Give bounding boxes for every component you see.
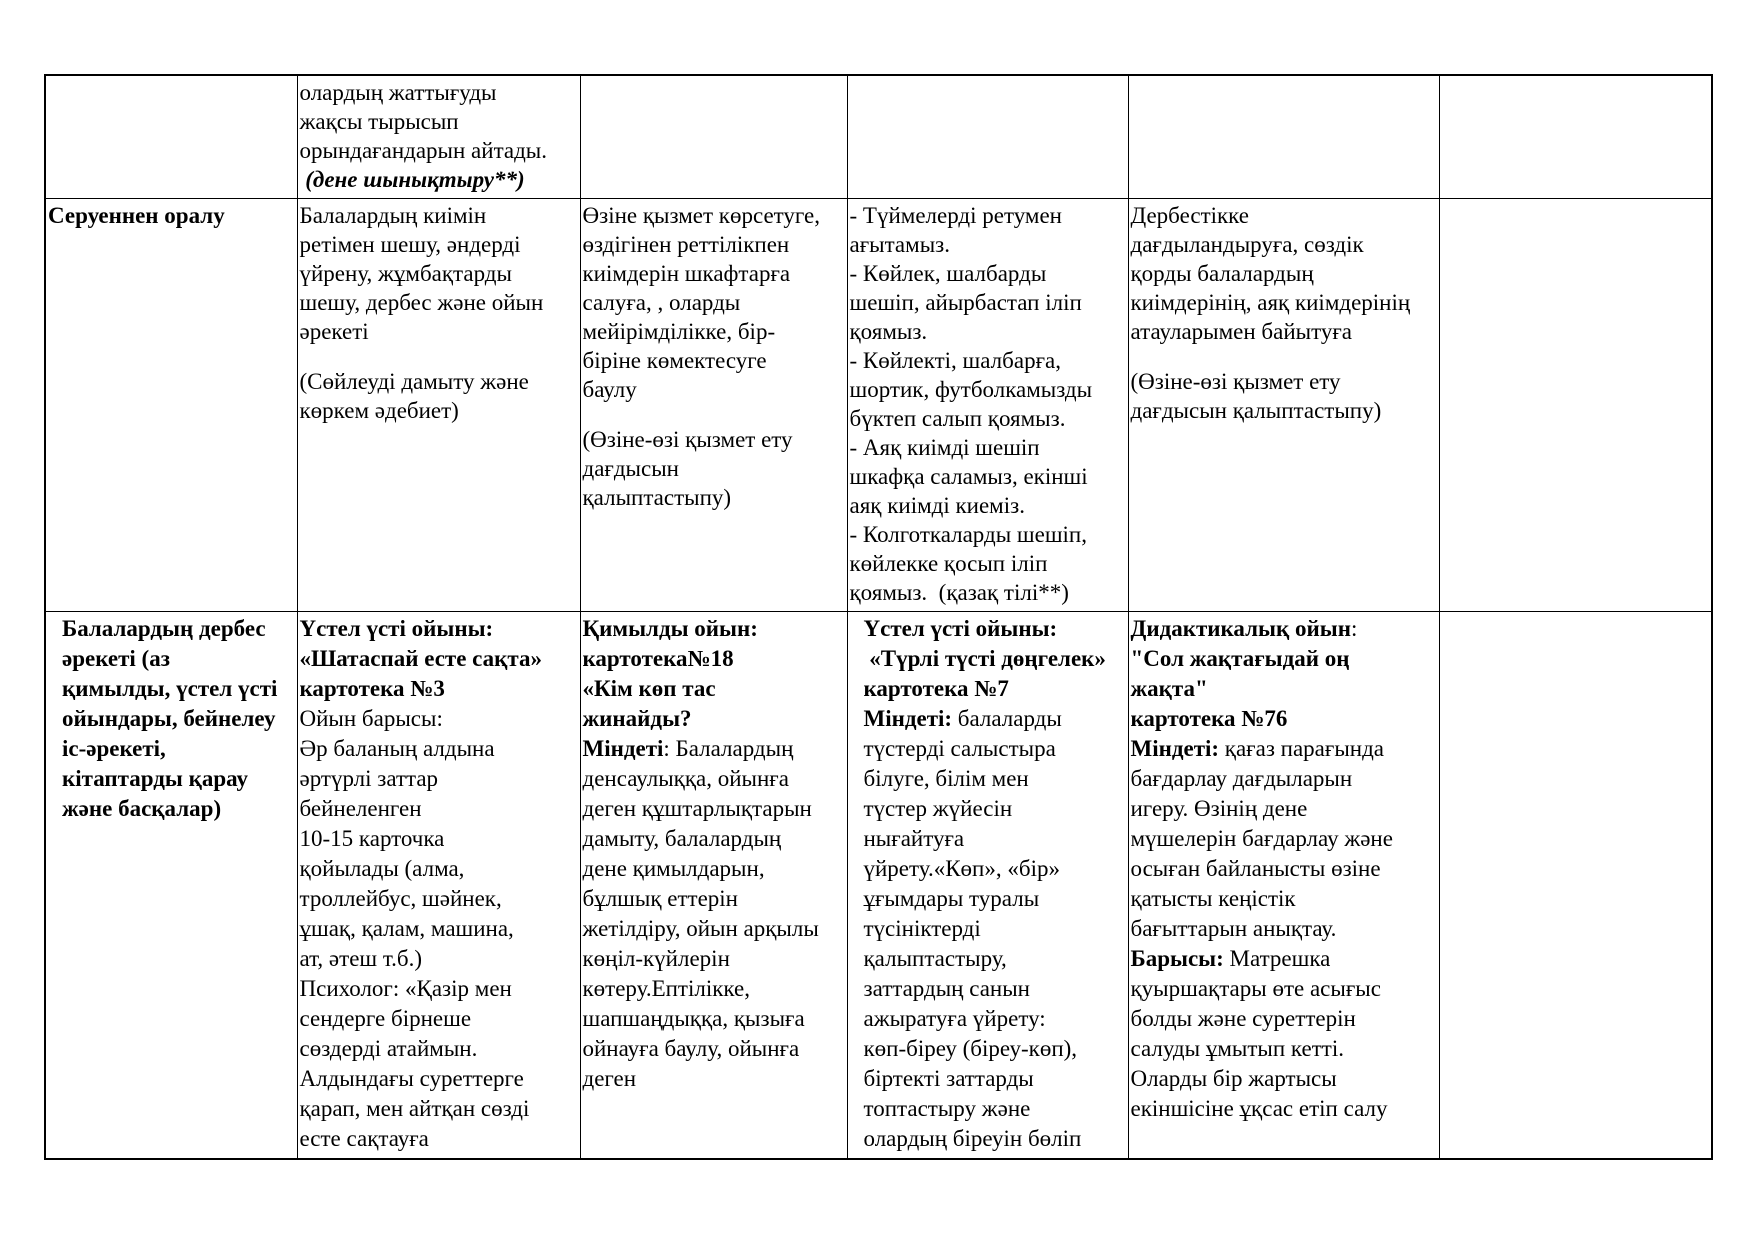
text-line: Алдындағы суреттерге [299,1066,524,1091]
text-line: заттардың санын [863,976,1030,1001]
text-line: сендерге бірнеше [299,1006,472,1031]
text-line: мүшелерін бағдарлау және [1130,826,1393,851]
course-text: Матрешка [1223,946,1331,971]
cell-col5 [1439,199,1712,612]
text-line: киімдерінің, аяқ киімдерінің [1130,290,1411,315]
text-line: қоямыз. [849,319,928,344]
game-title: жақта" [1130,676,1208,701]
text-line: үйрену, жұмбақтарды [299,261,512,286]
table-row [45,612,1712,1160]
table-row [45,199,1712,612]
text-line: көңіл-күйлерін [582,946,730,971]
task-line [864,704,1126,734]
text-line: шортик, футболкамызды [849,377,1093,402]
text-line: ойнауға баулу, ойынға [582,1036,800,1061]
task-line [1131,734,1437,764]
text-line: - Түймелерді ретумен [849,203,1062,228]
game-title: Үстел үсті ойыны: [863,616,1058,641]
row-label: Серуеннен оралу [48,203,225,228]
text-line: көйлекке қосып іліп [849,551,1048,576]
text-line: болды және суреттерін [1130,1006,1356,1031]
cell-col4 [1128,612,1439,1160]
text-line: мейірімділікке, бір- [582,319,776,344]
cell-col5 [1439,75,1712,199]
task-label: Міндеті [582,736,664,761]
text-line: шешу, дербес және ойын [299,290,544,315]
row-label: қимылды, үстел үсті [62,676,278,701]
game-line [1131,614,1437,644]
card-number: картотека №7 [863,676,1009,701]
subject-note: (Сөйлеуді дамыту және [299,369,529,394]
text-line: шапшаңдыққа, қызыға [582,1006,805,1031]
text-line: - Колготкаларды шешіп, [849,522,1087,547]
text-line: түстер жүйесін [863,796,1013,821]
text-line: салуға, , оларды [582,290,741,315]
text-line: бұлшық еттерін [582,886,738,911]
text-line: қойылады (алма, [299,856,465,881]
table-row [45,75,1712,199]
text-line: - Көйлек, шалбарды [849,261,1047,286]
plan-table [44,74,1713,1160]
cell-col2 [580,199,847,612]
game-title: «Кім көп тас [582,676,716,701]
text-line: жетілдіру, ойын арқылы [582,916,819,941]
game-title: Дидактикалық ойын [1130,616,1351,641]
text-line: деген [582,1066,637,1091]
text-line: 10-15 карточка [299,826,445,851]
text-line: бағдарлау дағдыларын [1130,766,1353,791]
task-text: : Балалардың [663,736,794,761]
text-line: бағыттарын анықтау. [1130,916,1337,941]
text-line: қорды балалардың [1130,261,1314,286]
text-line: біріне көмектесуге [582,348,767,373]
cell-col3 [847,75,1128,199]
text-line: қоямыз. (қазақ тілі**) [849,580,1069,605]
text-line: қалыптастыру, [863,946,1007,971]
row-label-cell [45,199,297,612]
cell-col1 [297,612,580,1160]
text-line: қуыршақтары өте асығыс [1130,976,1381,1001]
text-line: Дербестікке [1130,203,1249,228]
text-line: Әр баланың алдына [299,736,495,761]
game-title: Үстел үсті ойыны: [299,616,494,641]
subject-note: (Өзіне-өзі қызмет ету [1130,369,1341,394]
subject-note: дағдысын қалыптастыпу) [1130,398,1382,423]
text-line: шкафқа саламыз, екінші [849,464,1088,489]
card-number: картотека №3 [299,676,445,701]
text-line: Психолог: «Қазір мен [299,976,512,1001]
text-line: олардың жаттығуды [299,80,497,105]
text-line: салуды ұмытып кетті. [1130,1036,1344,1061]
text-line: ұғымдары туралы [863,886,1040,911]
text-line: көтеру.Ептілікке, [582,976,750,1001]
text-line: жақсы тырысып [299,109,459,134]
text-line: баулу [582,377,637,402]
row-label: және басқалар) [62,796,222,821]
subject-note: (Өзіне-өзі қызмет ету [582,427,793,452]
text-line: әрекеті [299,319,369,344]
text-line: игеру. Өзінің дене [1130,796,1308,821]
game-title: жинайды? [582,706,692,731]
text-line: - Аяқ киімді шешіп [849,435,1040,460]
cell-col3 [847,199,1128,612]
course-label: Барысы: [1130,946,1224,971]
row-label: Балалардың дербес [62,616,266,641]
text-line: дамыту, балалардың [582,826,782,851]
text-line: дене қимылдарын, [582,856,765,881]
text-line: есте сақтауға [299,1126,429,1151]
text-line: киімдерін шкафтарға [582,261,791,286]
text-line: шешіп, айырбастап іліп [849,290,1082,315]
text-line: деген құштарлықтарын [582,796,812,821]
row-label: ойындары, бейнелеу [62,706,276,731]
text-line: аяқ киімді киеміз. [849,493,1025,518]
text-line: топтастыру және [863,1096,1031,1121]
text-line: ағытамыз. [849,232,950,257]
row-label: іс-әрекеті, [62,736,166,761]
text-line: ұшақ, қалам, машина, [299,916,514,941]
card-number: картотека №76 [1130,706,1288,731]
text-line: сөздерді атаймын. [299,1036,478,1061]
text-line: Балалардың киімін [299,203,487,228]
cell-col2 [580,75,847,199]
text-line: - Көйлекті, шалбарға, [849,348,1061,373]
subject-tag: (дене шынықтыру**) [299,167,525,192]
cell-col3 [847,612,1128,1160]
text-line: осыған байланысты өзіне [1130,856,1381,881]
row-label: кітаптарды қарау [62,766,248,791]
text-line: қатысты кеңістік [1130,886,1296,911]
text-line: көп-біреу (біреу-көп), [863,1036,1078,1061]
cell-col1 [297,75,580,199]
text-line: Өзіне қызмет көрсетуге, [582,203,821,228]
text-line: екіншісіне ұқсас етіп салу [1130,1096,1388,1121]
text-line: орындағандарын айтады. [299,138,548,163]
subject-note: қалыптастыпу) [582,485,732,510]
text-line: дағдыландыруға, сөздік [1130,232,1364,257]
row-label-cell [45,612,297,1160]
cell-col2 [580,612,847,1160]
text-line: өздігінен реттілікпен [582,232,790,257]
text-line: үйрету.«Көп», «бір» [863,856,1060,881]
game-title: «Түрлі түсті дөңгелек» [863,646,1106,671]
text-line: троллейбус, шәйнек, [299,886,502,911]
cell-col4 [1128,199,1439,612]
text-line: атауларымен байытуға [1130,319,1352,344]
text-line: денсаулыққа, ойынға [582,766,789,791]
task-label: Міндеті: [1130,736,1220,761]
text-line: Оларды бір жартысы [1130,1066,1337,1091]
text-line: әртүрлі заттар [299,766,439,791]
task-line [583,734,845,764]
text-line: түстерді салыстыра [863,736,1056,761]
cell-col1 [297,199,580,612]
course-line [1131,944,1437,974]
text-line: ретімен шешу, әндерді [299,232,521,257]
game-title: «Шатаспай есте сақта» [299,646,542,671]
text-line: Ойын барысы: [299,706,443,731]
text-line: біртекті заттарды [863,1066,1034,1091]
task-label: Міндеті: [863,706,953,731]
text-line: қарап, мен айтқан сөзді [299,1096,530,1121]
row-label-cell [45,75,297,199]
text-line: бейнеленген [299,796,422,821]
punctuation: : [1350,616,1358,641]
text-line: ат, әтеш т.б.) [299,946,423,971]
subject-note: көркем әдебиет) [299,398,459,423]
card-number: картотека№18 [582,646,734,671]
text-line: түсініктерді [863,916,981,941]
task-text: балаларды [952,706,1062,731]
text-line: ажыратуға үйрету: [863,1006,1046,1031]
game-title: Қимылды ойын: [582,616,758,641]
cell-col5 [1439,612,1712,1160]
game-title: "Сол жақтағыдай оң [1130,646,1350,671]
task-text: қағаз парағында [1219,736,1384,761]
row-label: әрекеті (аз [62,646,170,671]
text-line: білуге, білім мен [863,766,1029,791]
text-line: нығайтуға [863,826,965,851]
cell-col4 [1128,75,1439,199]
text-line: бүктеп салып қоямыз. [849,406,1066,431]
text-line: олардың біреуін бөліп [863,1126,1082,1151]
subject-note: дағдысын [582,456,679,481]
